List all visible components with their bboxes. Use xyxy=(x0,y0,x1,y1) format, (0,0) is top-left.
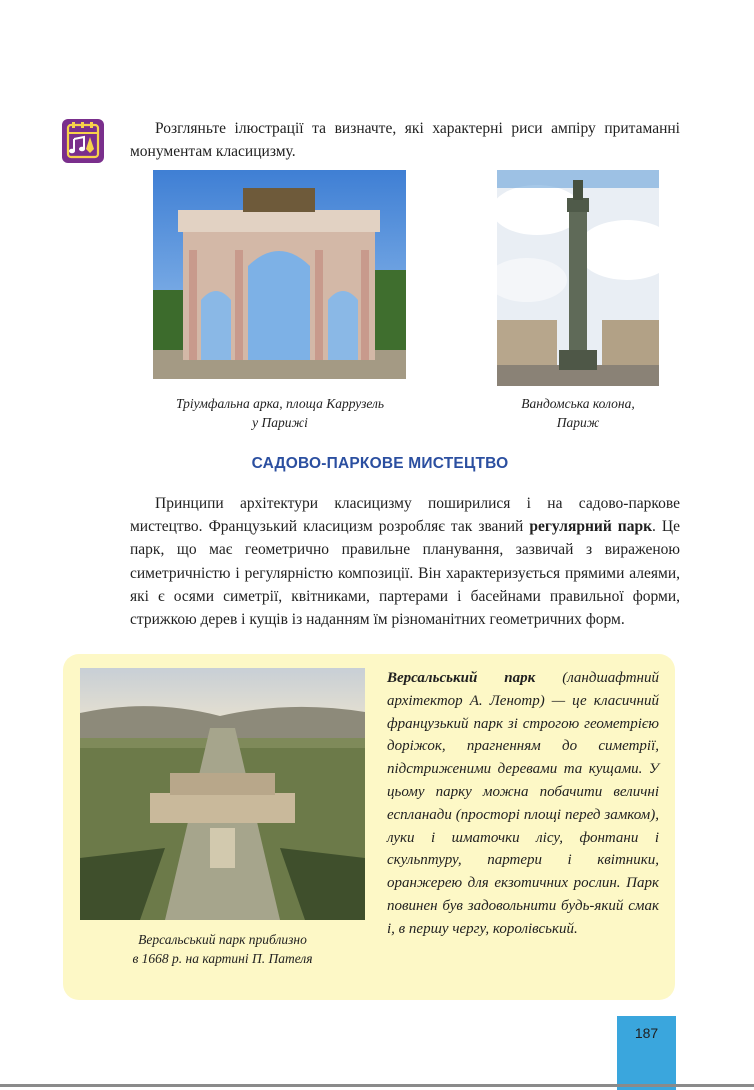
paragraph-text: Принципи архітектури класицизму поширилися і на садово-паркове мистецтво. Французький класицизм розробляє так званий xyxy=(130,495,680,536)
music-art-task-icon xyxy=(62,119,104,163)
versailles-description xyxy=(387,667,659,941)
vendome-column-photo xyxy=(497,170,659,386)
paragraph-bold-term: регулярний парк xyxy=(529,518,653,536)
versailles-caption xyxy=(80,930,365,968)
versailles-caption-line: в 1668 р. на картині П. Пателя xyxy=(132,951,313,966)
column-caption-line: Париж xyxy=(556,415,600,430)
versailles-caption-line: Версальський парк приблизно xyxy=(138,932,307,947)
arch-caption-line: Тріумфальна арка, площа Каррузель xyxy=(175,396,385,411)
page-number: 187 xyxy=(634,1025,659,1041)
triumphal-arch-photo xyxy=(153,170,406,379)
task-instruction: Розгляньте ілюстрації та визначте, які характерні риси ампіру притаманні монументам класицизму. xyxy=(130,120,680,160)
section-heading: САДОВО-ПАРКОВЕ МИСТЕЦТВО xyxy=(251,455,509,472)
column-caption-line: Вандомська колона, xyxy=(521,396,635,411)
section-paragraph xyxy=(130,492,680,631)
versailles-painting xyxy=(80,668,365,920)
page-bottom-rule xyxy=(0,1084,754,1087)
arch-caption-line: у Парижі xyxy=(252,415,308,430)
versailles-title: Версальський парк xyxy=(387,670,536,686)
column-caption xyxy=(487,394,669,432)
versailles-text: (ландшафтний архітектор А. Ленотр) — це класичний французький парк зі строгою геометрією доріжок, прагненням до симетрії, підстриженими деревами та кущами. У цьому парку можна побачити величні еспланади (просторі площі перед замком), луки і шматочки лісу, фонтани і скульптуру, партери і квітники, оранжерею для екзотичних рослин. Парк повинен був задовольнити будь-який смак і, в першу чергу, королівський. xyxy=(387,670,659,937)
paragraph-text: . Це парк, що має геометрично правильне планування, зазвичай з вираженою симетричністю і регулярністю композиції. Він характеризується прямими алеями, які є осями симетрії, квітниками, партерами і басейнами правильної форми, стрижкою дерев і кущів із наданням їм різноманітних геометричних форм. xyxy=(130,518,680,629)
arch-caption xyxy=(130,394,430,432)
